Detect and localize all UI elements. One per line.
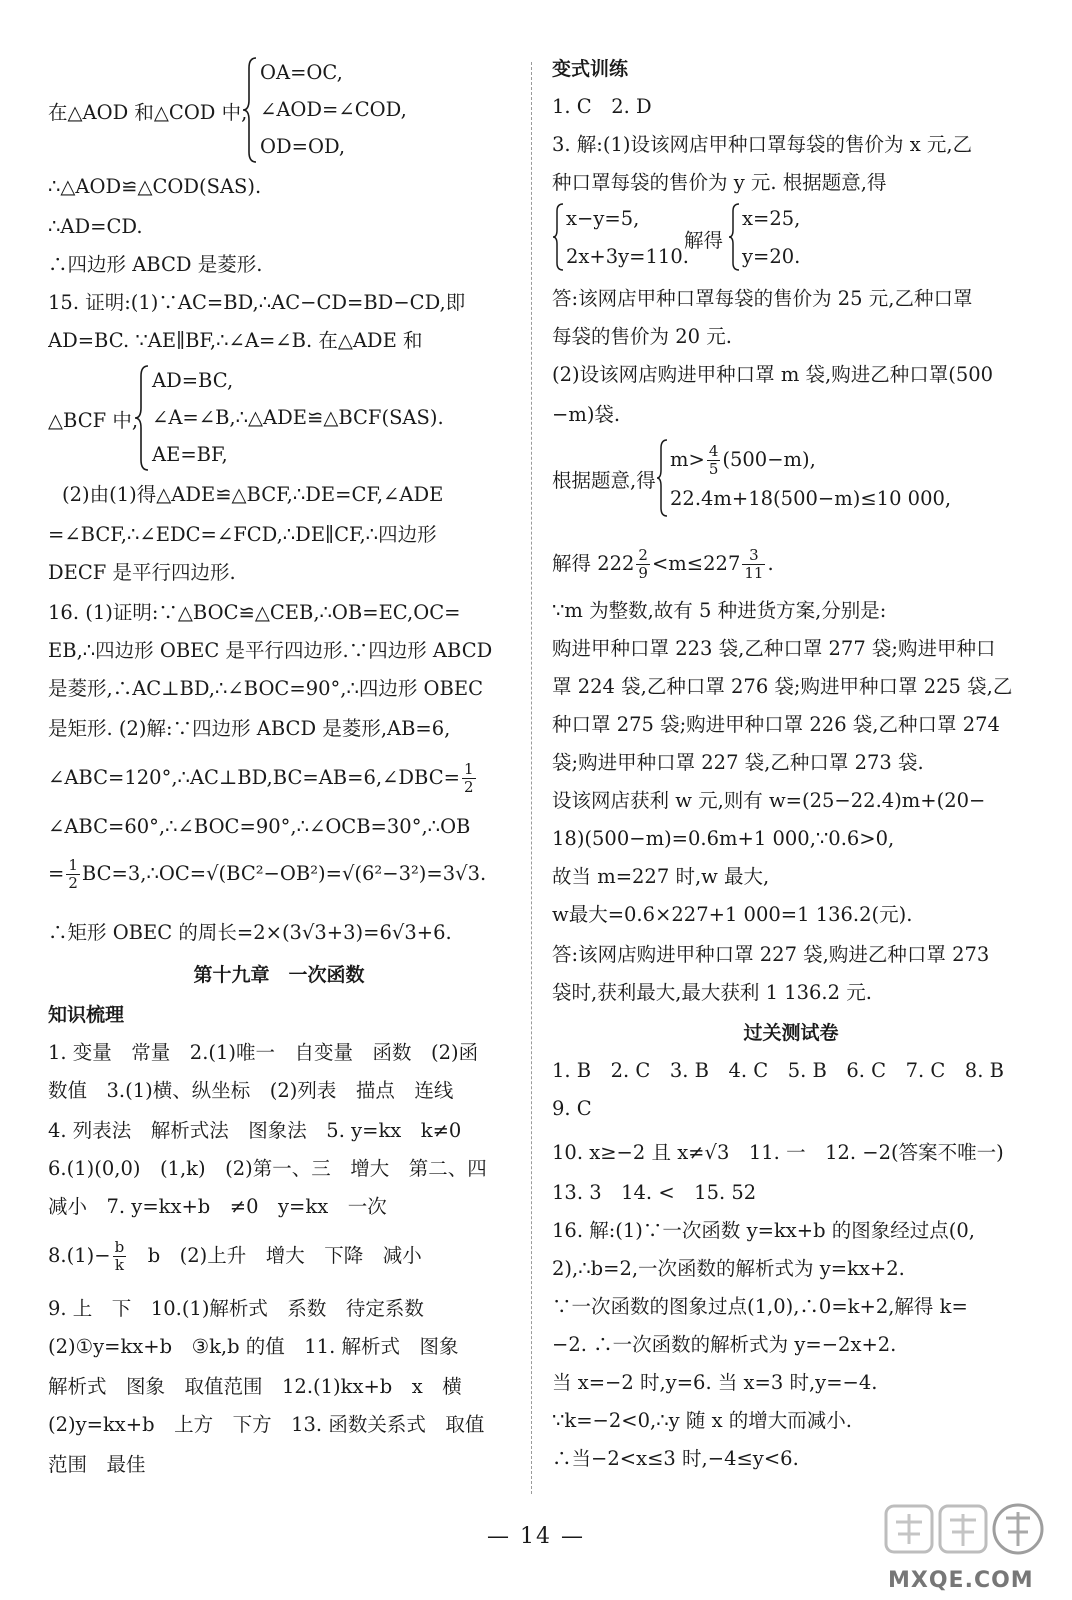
system-row: x−y=5,	[566, 207, 640, 230]
text-line	[48, 1234, 510, 1278]
text-line: (2)由(1)得△ADE≌△BCF,∴DE=CF,∠ADE	[62, 483, 444, 506]
text-line: EB,∴四边形 OBEC 是平行四边形.∵四边形 ABCD	[48, 639, 493, 662]
system-row	[670, 438, 951, 482]
text-line: 答:该网店甲种口罩每袋的售价为 25 元,乙种口罩	[552, 287, 973, 310]
text-line: 13. 3 14. < 15. 52	[552, 1181, 757, 1204]
system-rows	[566, 202, 689, 278]
text-line: ∴四边形 ABCD 是菱形.	[48, 253, 263, 276]
fraction	[707, 443, 721, 478]
text-line: ∵m 为整数,故有 5 种进货方案,分别是:	[552, 599, 887, 622]
text-line: 16. 解:(1)∵一次函数 y=kx+b 的图象经过点(0,	[552, 1219, 976, 1242]
text-line: 9. C	[552, 1097, 592, 1120]
text-line: 10. x≥−2 且 x≠√3 11. 一 12. −2(答案不唯一)	[552, 1141, 1004, 1164]
watermark-text: MXQE.COM	[888, 1568, 1034, 1593]
fraction	[66, 857, 80, 892]
numerator: 3	[742, 547, 765, 565]
text-line: 1. C 2. D	[552, 95, 652, 118]
equation-system-prices	[552, 202, 852, 278]
fraction	[636, 547, 650, 582]
fraction	[462, 761, 476, 796]
left-brace-icon	[552, 202, 564, 272]
text-fragment: b (2)上升 增大 下降 减小	[128, 1244, 422, 1267]
numerator: 1	[68, 856, 78, 874]
system-rows	[260, 56, 407, 167]
column-divider	[531, 62, 532, 1494]
text-line: ∵k=−2<0,∴y 随 x 的增大而减小.	[552, 1409, 852, 1432]
text-line: DECF 是平行四边形.	[48, 561, 236, 584]
section-title: 变式训练	[552, 58, 629, 80]
denominator: 2	[68, 874, 78, 892]
system-row: OD=OD,	[260, 135, 346, 158]
numerator: 4	[708, 442, 719, 460]
system-rows	[742, 202, 800, 278]
system-lead: △BCF 中,	[48, 409, 139, 432]
text-line: −2. ∴一次函数的解析式为 y=−2x+2.	[552, 1333, 897, 1356]
text-line: ∴AD=CD.	[48, 215, 143, 238]
text-line: 每袋的售价为 20 元.	[552, 325, 732, 348]
chapter-title: 第十九章 一次函数	[193, 964, 365, 986]
solve-label: 解得	[684, 229, 724, 252]
text-line: 9. 上 下 10.(1)解析式 系数 待定系数	[48, 1297, 424, 1320]
text-line: 袋;购进甲种口罩 227 袋,乙种口罩 273 袋.	[552, 751, 924, 774]
system-row: x=25,	[742, 207, 801, 230]
text-line: AD=BC. ∵AE∥BF,∴∠A=∠B. 在△ADE 和	[48, 329, 423, 352]
text-line: 故当 m=227 时,w 最大,	[552, 865, 770, 888]
text-line: 设该网店获利 w 元,则有 w=(25−22.4)m+(20−	[552, 789, 986, 812]
text-line: ∠ABC=60°,∴∠BOC=90°,∴∠OCB=30°,∴OB	[48, 815, 471, 838]
text-line: 种口罩每袋的售价为 y 元. 根据题意,得	[552, 171, 887, 194]
numerator: 1	[464, 760, 474, 778]
text-line: 6.(1)(0,0) (1,k) (2)第一、三 增大 第二、四	[48, 1157, 487, 1180]
fraction	[113, 1239, 127, 1274]
text-line	[552, 542, 1030, 586]
text-line: 16. (1)证明:∵△BOC≌△CEB,∴OB=EC,OC=	[48, 601, 461, 624]
text-line: (2)①y=kx+b ③k,b 的值 11. 解析式 图象	[48, 1335, 459, 1358]
system-row: ∠A=∠B,∴△ADE≌△BCF(SAS).	[152, 406, 444, 429]
system-row: 2x+3y=110.	[566, 245, 689, 268]
section-title: 知识梳理	[48, 1004, 125, 1026]
text-line: 购进甲种口罩 223 袋,乙种口罩 277 袋;购进甲种口	[552, 637, 996, 660]
text-line: 1. 变量 常量 2.(1)唯一 自变量 函数 (2)函	[48, 1041, 479, 1064]
text-fragment: =	[48, 862, 65, 885]
system-rows	[670, 438, 951, 520]
text-line: 种口罩 275 袋;购进甲种口罩 226 袋,乙种口罩 274	[552, 713, 1000, 736]
text-fragment: 8.(1)−	[48, 1244, 111, 1267]
fraction	[742, 547, 765, 582]
text-line	[48, 852, 510, 896]
text-fragment: ∠ABC=120°,∴AC⊥BD,BC=AB=6,∠DBC=	[48, 766, 460, 789]
denominator: 2	[464, 778, 474, 796]
numerator: 2	[638, 546, 648, 564]
text-line: 当 x=−2 时,y=6. 当 x=3 时,y=−4.	[552, 1371, 878, 1394]
text-line: 答:该网店购进甲种口罩 227 袋,购进乙种口罩 273	[552, 943, 990, 966]
denominator: 9	[638, 564, 648, 582]
text-fragment: <m≤227	[651, 552, 741, 575]
text-line: 2),∴b=2,一次函数的解析式为 y=kx+2.	[552, 1257, 905, 1280]
text-fragment: m>	[670, 448, 705, 471]
left-brace-icon	[134, 364, 150, 472]
text-line: =∠BCF,∴∠EDC=∠FCD,∴DE∥CF,∴四边形	[48, 523, 437, 546]
text-fragment: 解得 222	[552, 552, 635, 575]
page-number: — 14 —	[487, 1524, 585, 1549]
denominator: 5	[708, 460, 719, 478]
inequality-system	[552, 438, 1028, 524]
equation-system-aod-cod	[48, 56, 508, 170]
system-row: AE=BF,	[152, 443, 228, 466]
equation-system-ade-bcf	[48, 364, 508, 478]
left-brace-icon	[656, 438, 668, 518]
text-line: 解析式 图象 取值范围 12.(1)kx+b x 横	[48, 1375, 462, 1398]
text-line: 范围 最佳	[48, 1453, 146, 1476]
text-line: 3. 解:(1)设该网店甲种口罩每袋的售价为 x 元,乙	[552, 133, 973, 156]
section-title: 过关测试卷	[743, 1022, 839, 1044]
text-line: 18)(500−m)=0.6m+1 000,∵0.6>0,	[552, 827, 895, 850]
text-line: 4. 列表法 解析式法 图象法 5. y=kx k≠0	[48, 1119, 462, 1142]
text-line: 罩 224 袋,乙种口罩 276 袋;购进甲种口罩 225 袋,乙	[552, 675, 1013, 698]
text-fragment: (500−m),	[722, 448, 816, 471]
text-line: ∵一次函数的图象过点(1,0),∴0=k+2,解得 k=	[552, 1295, 968, 1318]
numerator: b	[114, 1238, 125, 1256]
left-brace-icon	[728, 202, 740, 272]
system-row: y=20.	[742, 245, 801, 268]
text-line: 15. 证明:(1)∵AC=BD,∴AC−CD=BD−CD,即	[48, 291, 466, 314]
system-row: 22.4m+18(500−m)≤10 000,	[670, 487, 952, 510]
left-brace-icon	[242, 56, 258, 164]
denominator: k	[114, 1256, 124, 1274]
system-row: AD=BC,	[152, 369, 234, 392]
text-line: 是矩形. (2)解:∵四边形 ABCD 是菱形,AB=6,	[48, 717, 451, 740]
text-line: 袋时,获利最大,最大获利 1 136.2 元.	[552, 981, 872, 1004]
system-row: ∠AOD=∠COD,	[260, 98, 407, 121]
text-line: ∴矩形 OBEC 的周长=2×(3√3+3)=6√3+6.	[48, 921, 452, 944]
denominator: 11	[744, 564, 764, 582]
text-line: ∴△AOD≌△COD(SAS).	[48, 175, 262, 198]
text-line: ∴当−2<x≤3 时,−4≤y<6.	[552, 1447, 799, 1470]
text-line: −m)袋.	[552, 403, 621, 426]
text-line: 是菱形,∴AC⊥BD,∴∠BOC=90°,∴四边形 OBEC	[48, 677, 484, 700]
text-line: (2)设该网店购进甲种口罩 m 袋,购进乙种口罩(500	[552, 363, 994, 386]
system-lead: 在△AOD 和△COD 中,	[48, 101, 248, 124]
system-row: OA=OC,	[260, 61, 343, 84]
text-fragment: BC=3,∴OC=√(BC²−OB²)=√(6²−3²)=3√3.	[81, 862, 487, 885]
text-line: 数值 3.(1)横、纵坐标 (2)列表 描点 连线	[48, 1079, 454, 1102]
text-line: 1. B 2. C 3. B 4. C 5. B 6. C 7. C 8. B	[552, 1059, 1004, 1082]
text-line: (2)y=kx+b 上方 下方 13. 函数关系式 取值	[48, 1413, 485, 1436]
system-rows	[152, 364, 444, 475]
text-fragment: .	[767, 552, 774, 575]
text-line: w最大=0.6×227+1 000=1 136.2(元).	[552, 903, 913, 926]
text-line	[48, 756, 510, 800]
text-line: 减小 7. y=kx+b ≠0 y=kx 一次	[48, 1195, 387, 1218]
system-lead: 根据题意,得	[552, 469, 656, 492]
